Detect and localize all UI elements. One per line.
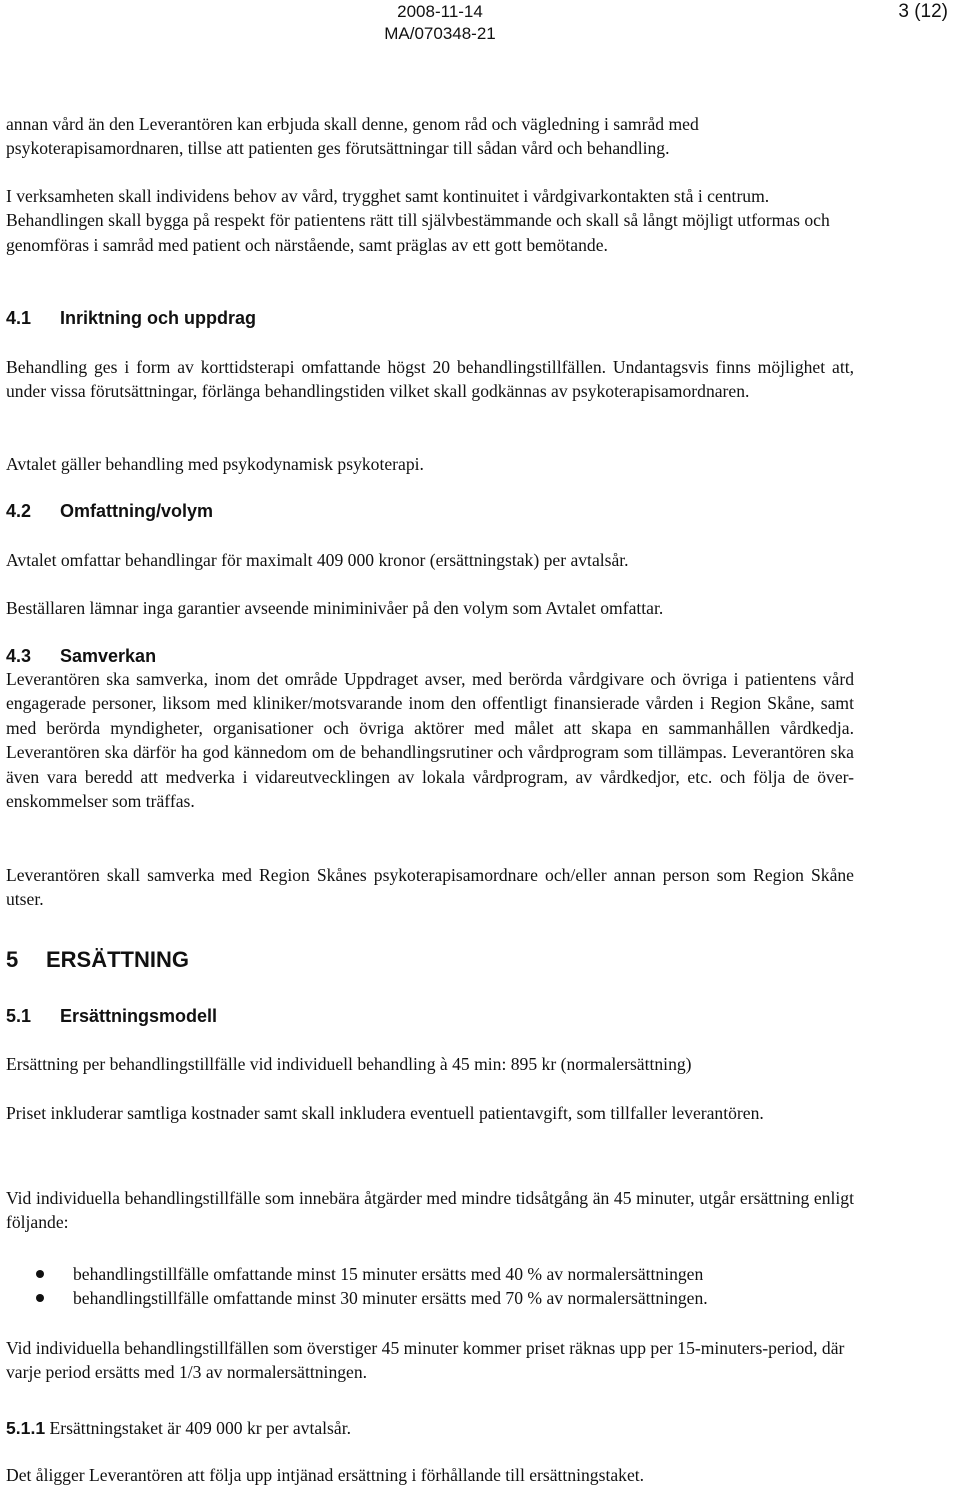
section-5-1-paragraph-4: Vid individuella behandlingstillfällen som överstiger 45 minuter kommer priset räknas upp per 15-minuters-period, där varje period ersätts med 1/3 av normalersättningen.	[6, 1338, 845, 1383]
section-4-3-title: Samverkan	[60, 646, 157, 666]
section-4-2-paragraph-2: Beställaren lämnar inga garantier avseende miniminivåer på den volym som Avtalet omfattar.	[6, 598, 664, 618]
section-5-1-1-text: Ersättningstaket är 409 000 kr per avtalsår.	[49, 1418, 351, 1438]
section-5-number: 5	[6, 947, 19, 972]
list-item	[6, 1262, 886, 1286]
section-5-1-1-paragraph: Det åligger Leverantören att följa upp intjänad ersättning i förhållande till ersättningstaket.	[6, 1465, 645, 1485]
section-4-1-title: Inriktning och uppdrag	[60, 308, 256, 328]
compensation-list	[6, 1262, 886, 1311]
section-4-2-title: Omfattning/volym	[60, 501, 214, 521]
list-item-text: behandlingstillfälle omfattande minst 30 minuter ersätts med 70 % av normalersättningen.	[73, 1288, 708, 1309]
section-5-1-title: Ersättningsmodell	[60, 1006, 218, 1026]
section-4-1-heading	[6, 306, 256, 330]
section-5-1-paragraph-2: Priset inkluderar samtliga kostnader samt skall inkludera eventuell patientavgift, som tillfaller leverantören.	[6, 1103, 764, 1123]
document-reference: MA/070348-21	[384, 24, 496, 43]
section-4-2-paragraph-1: Avtalet omfattar behandlingar för maximalt 409 000 kronor (ersättningstak) per avtalsår.	[6, 550, 629, 570]
section-5-1-1-number: 5.1.1	[6, 1418, 46, 1438]
section-4-2-heading	[6, 499, 213, 523]
section-4-1-number: 4.1	[6, 308, 32, 328]
bullet-icon	[36, 1294, 44, 1302]
section-5-title: ERSÄTTNING	[46, 947, 189, 972]
section-4-1-paragraph-2: Avtalet gäller behandling med psykodynamisk psykoterapi.	[6, 454, 424, 474]
bullet-icon	[36, 1270, 44, 1278]
list-item-text: behandlingstillfälle omfattande minst 15 minuter ersätts med 40 % av normalersättningen	[73, 1264, 704, 1284]
section-5-1-1-heading	[6, 1416, 351, 1440]
section-5-1-heading	[6, 1004, 217, 1028]
care-paragraph: I verksamheten skall individens behov av vård, trygghet samt kontinuitet i vårdgivarkontakten stå i centrum. Behandlingen skall bygga på respekt för patientens rätt till självbestämmande och skall så långt möjligt utformas och genomföras i samråd med patient och närstående, samt präglas av ett gott bemötande.	[6, 186, 830, 255]
section-4-3-heading	[6, 644, 156, 668]
section-4-3-number: 4.3	[6, 646, 32, 666]
document-date: 2008-11-14	[397, 2, 483, 21]
section-5-heading	[6, 946, 189, 974]
section-5-1-number: 5.1	[6, 1006, 32, 1026]
list-item	[6, 1286, 886, 1310]
intro-paragraph: annan vård än den Leverantören kan erbjuda skall denne, genom råd och vägledning i samråd med psykoterapisamordnaren, tillse att patienten ges förutsättningar till sådan vård och behandling.	[6, 114, 699, 159]
section-4-2-number: 4.2	[6, 501, 32, 521]
section-5-1-paragraph-3: Vid individuella behandlingstillfälle som innebära åtgärder med mindre tidsåtgång än 45 minuter, utgår ersättning enligt följande:	[6, 1188, 854, 1233]
section-4-3-paragraph-2: Leverantören skall samverka med Region Skånes psykoterapisamordnare och/eller annan person som Region Skåne utser.	[6, 865, 854, 910]
section-4-3-paragraph-1: Leverantören ska samverka, inom det område Uppdraget avser, med berörda vårdgivare och övriga i patientens vård engagerade personer, liksom med kliniker/motsvarande inom den offentligt finansierade vården i Region Skåne, samt med berörda myndigheter, organisationer och övriga aktörer med målet att skapa en sammanhållen vårdkedja. Leverantören ska därför ha god kännedom om de behandlingsrutiner och vårdprogram som tillämpas. Leverantören ska även vara beredd att medverka i vidareutvecklingen av lokala vårdprogram, av vårdkedjor, etc. och följa de över-enskommelser som träffas.	[6, 669, 854, 812]
page-number: 3 (12)	[898, 1, 948, 22]
section-4-1-paragraph-1: Behandling ges i form av korttidsterapi omfattande högst 20 behandlingstillfällen. Undantagsvis finns möjlighet att, under vissa förutsättningar, förlänga behandlingstiden vilket skall godkännas av psykoterapisamordnaren.	[6, 357, 854, 402]
section-5-1-paragraph-1: Ersättning per behandlingstillfälle vid individuell behandling à 45 min: 895 kr (normalersättning)	[6, 1054, 692, 1074]
